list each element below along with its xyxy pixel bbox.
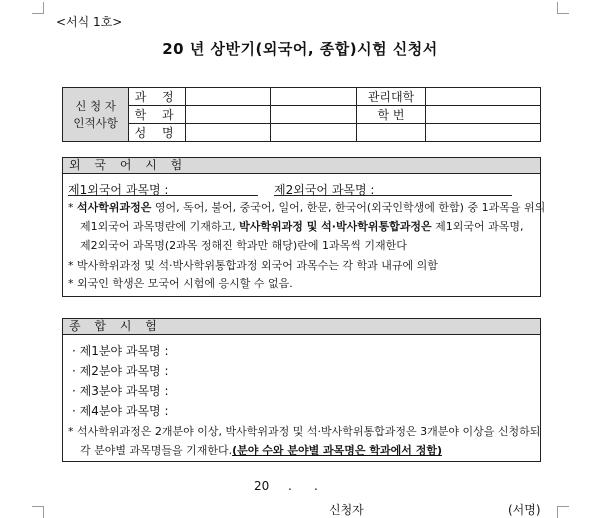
comprehensive-exam-header: 종 합 시 험 xyxy=(62,318,541,335)
date-year: 20 xyxy=(254,479,270,493)
note-text: 영어, 독어, 불어, 중국어, 일어, 한문, 한국어(외국인학생에 한함) 중 1과목을 위의 xyxy=(151,201,546,214)
blank-value-cell xyxy=(426,124,541,142)
note-underlined: (분야 수와 분야별 과목명은 학과에서 정함) xyxy=(232,444,442,457)
applicant-info-table xyxy=(62,87,541,142)
subject1-label: 제1외국어 과목명 : xyxy=(68,183,169,197)
foreign-note1-line2 xyxy=(80,218,523,234)
field1-label[interactable]: · 제1분야 과목명 : xyxy=(72,344,169,358)
page-corner-mark xyxy=(32,506,44,518)
applicant-label: 신청자 xyxy=(329,503,364,517)
student-no-label: 학 번 xyxy=(356,106,426,124)
field4-label[interactable]: · 제4분야 과목명 : xyxy=(72,404,169,418)
name-field[interactable] xyxy=(186,124,271,142)
dept-field[interactable] xyxy=(186,106,271,124)
applicant-header-line2: 인적사항 xyxy=(73,115,118,130)
note-star: * xyxy=(68,201,74,214)
field2-label[interactable]: · 제2분야 과목명 : xyxy=(72,364,169,378)
note-bold-doctoral: 박사학위과정 및 석·박사학위통합과정은 xyxy=(239,220,432,233)
college-label: 관리대학 xyxy=(356,88,426,106)
foreign-note1-line3: 제2외국어 과목명(2과목 정해진 학과만 해당)란에 1과목씩 기재한다 xyxy=(80,239,407,252)
note-text: 제1외국어 과목명란에 기재하고, xyxy=(80,220,240,233)
subject1-underline[interactable] xyxy=(68,195,258,196)
foreign-exam-header: 외 국 어 시 험 xyxy=(62,157,541,174)
applicant-info-header xyxy=(63,88,129,142)
note-text: 각 분야별 과목명들을 기재한다. xyxy=(80,444,233,457)
foreign-note3: * 외국인 학생은 모국어 시험에 응시할 수 없음. xyxy=(68,277,293,290)
form-number: <서식 1호> xyxy=(56,15,123,29)
blank-label-cell xyxy=(356,124,426,142)
page-title: 20 년 상반기(외국어, 종합)시험 신청서 xyxy=(162,40,438,58)
page-corner-mark xyxy=(32,2,44,14)
note-text: 제1외국어 과목명, xyxy=(431,220,524,233)
subject2-underline[interactable] xyxy=(274,195,512,196)
subject2-label: 제2외국어 과목명 : xyxy=(274,183,375,197)
course-field-extra[interactable] xyxy=(271,88,356,106)
date-month-dot: . xyxy=(288,479,292,493)
college-field[interactable] xyxy=(426,88,541,106)
dept-field-extra[interactable] xyxy=(271,106,356,124)
course-field[interactable] xyxy=(186,88,271,106)
name-field-extra[interactable] xyxy=(271,124,356,142)
page-corner-mark xyxy=(557,506,569,518)
name-label: 성 명 xyxy=(129,124,186,142)
page-corner-mark xyxy=(557,2,569,14)
comprehensive-note-line1: * 석사학위과정은 2개분야 이상, 박사학위과정 및 석·박사학위통합과정은 3개분야 이상을 신청하되 xyxy=(68,425,541,438)
foreign-note1-line1 xyxy=(68,199,545,215)
field3-label[interactable]: · 제3분야 과목명 : xyxy=(72,384,169,398)
comprehensive-note-line2 xyxy=(80,442,442,458)
applicant-header-line1: 신 청 자 xyxy=(75,98,116,113)
dept-label: 학 과 xyxy=(129,106,186,124)
foreign-note2: * 박사학위과정 및 석·박사학위통합과정 외국어 과목수는 각 학과 내규에 의함 xyxy=(68,259,438,272)
signature-label[interactable]: (서명) xyxy=(508,503,541,517)
student-no-field[interactable] xyxy=(426,106,541,124)
note-bold-master: 석사학위과정은 xyxy=(77,201,152,214)
date-day-dot: . xyxy=(314,479,318,493)
course-label: 과 정 xyxy=(129,88,186,106)
